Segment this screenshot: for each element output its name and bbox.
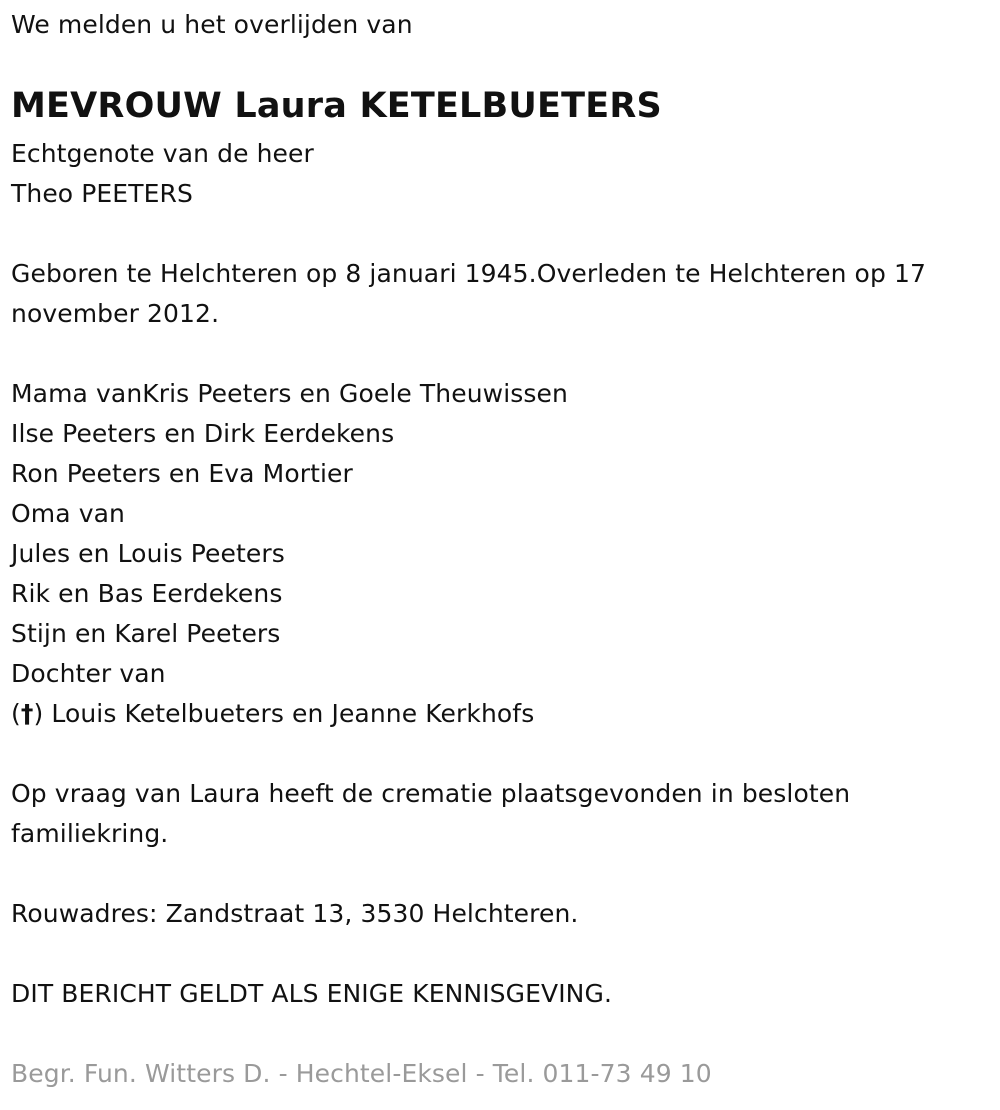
family-line: Dochter van	[11, 659, 166, 688]
cremation-block	[11, 774, 986, 854]
paren-close: )	[33, 699, 44, 728]
spouse-block	[11, 134, 314, 214]
intro-text: We melden u het overlijden van	[11, 10, 413, 39]
family-line: Rik en Bas Eerdekens	[11, 579, 283, 608]
family-line: Oma van	[11, 499, 125, 528]
funeral-home-footer: Begr. Fun. Witters D. - Hechtel-Eksel - Tel. 011-73 49 10	[11, 1059, 712, 1088]
parents-line	[11, 694, 568, 734]
family-line: Jules en Louis Peeters	[11, 539, 285, 568]
mourning-address: Rouwadres: Zandstraat 13, 3530 Helchteren.	[11, 899, 579, 928]
official-notice-block	[11, 974, 612, 1014]
cremation-text: Op vraag van Laura heeft de crematie plaatsgevonden in besloten familiekring.	[11, 779, 851, 848]
address-block	[11, 894, 578, 934]
paren-open: (	[11, 699, 21, 728]
family-block	[11, 374, 568, 734]
family-line: Ron Peeters en Eva Mortier	[11, 459, 353, 488]
deceased-name: MEVROUW Laura KETELBUETERS	[11, 86, 662, 126]
cross-icon: †	[20, 699, 34, 728]
family-line: Stijn en Karel Peeters	[11, 619, 281, 648]
birth-death-dates: Geboren te Helchteren op 8 januari 1945.Overleden te Helchteren op 17 november 2012.	[11, 259, 926, 328]
spouse-name: Theo PEETERS	[11, 179, 193, 208]
family-line: Ilse Peeters en Dirk Eerdekens	[11, 419, 395, 448]
official-notice: DIT BERICHT GELDT ALS ENIGE KENNISGEVING.	[11, 979, 612, 1008]
spouse-line: Echtgenote van de heer	[11, 139, 314, 168]
parents-names: Louis Ketelbueters en Jeanne Kerkhofs	[43, 699, 535, 728]
dates-block	[11, 254, 986, 334]
family-line: Mama vanKris Peeters en Goele Theuwissen	[11, 379, 568, 408]
